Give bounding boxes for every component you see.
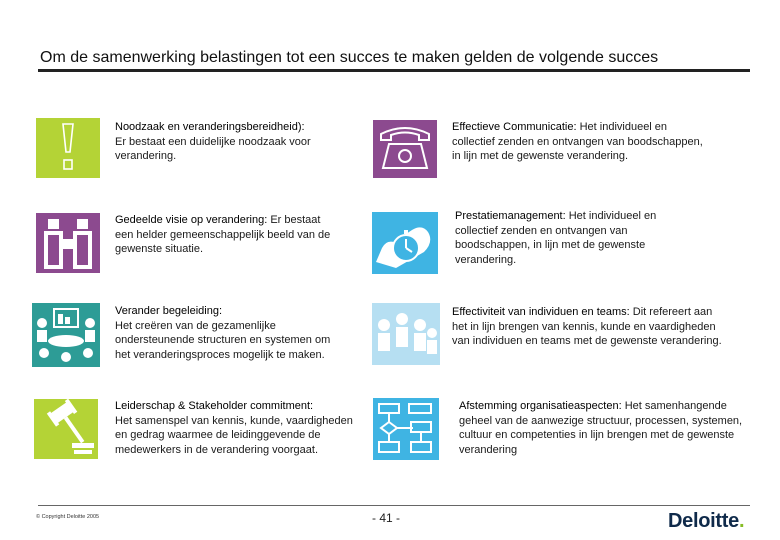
- logo-dot: .: [738, 510, 745, 532]
- factor-leiderschap: [115, 399, 355, 457]
- factor-heading: Prestatiemanagement:: [455, 210, 566, 222]
- factor-begeleiding: [115, 304, 340, 362]
- factor-heading: Leiderschap & Stakeholder commitment:: [115, 400, 314, 412]
- factor-body: Er bestaat een helder gemeenschappelijk beeld van de gewenste situatie.: [115, 214, 331, 255]
- stopwatch-icon: [372, 212, 438, 274]
- factor-body: Dit refereert aan het in lijn brengen van kennis, kunde en vaardigheden van individuen en teams met de gewenste verandering.: [452, 306, 722, 347]
- factor-body: Het samenspel van kennis, kunde, vaardigheden en gedrag waarmee de leidinggevende de medewerkers in de verandering voorgaat.: [115, 414, 353, 456]
- team-icon: [372, 303, 440, 365]
- slide-title: Om de samenwerking belastingen tot een succes te maken gelden de volgende succes: [40, 49, 659, 66]
- factor-heading: Afstemming organisatieaspecten:: [459, 400, 622, 412]
- factor-afstemming: [459, 399, 744, 457]
- meeting-icon: [32, 303, 100, 367]
- factor-heading: Effectiviteit van individuen en teams:: [452, 306, 630, 318]
- factor-effectiviteit: [452, 305, 722, 349]
- title-divider: [38, 69, 750, 72]
- copyright-text: © Copyright Deloitte 2005: [36, 514, 100, 520]
- factor-body: Het individueel en collectief zenden en ontvangen van boodschappen, in lijn met de gewenste verandering.: [452, 121, 703, 162]
- binoculars-icon: [36, 213, 100, 273]
- factor-body: Het samenhangende geheel van de aanwezige structuur, processen, systemen, cultuur en competenties in lijn brengen met de gewenste verandering: [459, 400, 743, 456]
- factor-body: Het creëren van de gezamenlijke ondersteunende structuren en systemen om het veranderingsproces mogelijk te maken.: [115, 319, 331, 361]
- factor-heading: Gedeelde visie op verandering:: [115, 214, 268, 226]
- telephone-icon: [373, 120, 437, 178]
- factor-heading: Effectieve Communicatie:: [452, 121, 577, 133]
- factor-noodzaak: [115, 120, 345, 164]
- logo-text: Deloitte: [668, 510, 739, 532]
- gavel-icon: [34, 399, 98, 459]
- flowchart-icon: [373, 398, 439, 460]
- factor-heading: Verander begeleiding:: [115, 305, 223, 317]
- factor-heading: Noodzaak en veranderingsbereidheid):: [115, 121, 305, 133]
- factor-visie: [115, 213, 340, 257]
- footer-divider: [38, 505, 750, 506]
- page-number: - 41 -: [372, 511, 401, 525]
- deloitte-logo: [668, 510, 744, 533]
- exclamation-icon: [36, 118, 100, 178]
- factor-body: Er bestaat een duidelijke noodzaak voor verandering.: [115, 135, 311, 162]
- factor-body: Het individueel en collectief zenden en ontvangen van boodschappen, in lijn met de gewenste verandering.: [455, 210, 657, 266]
- factor-prestatiemanagement: [455, 209, 695, 267]
- factor-communicatie: [452, 120, 712, 164]
